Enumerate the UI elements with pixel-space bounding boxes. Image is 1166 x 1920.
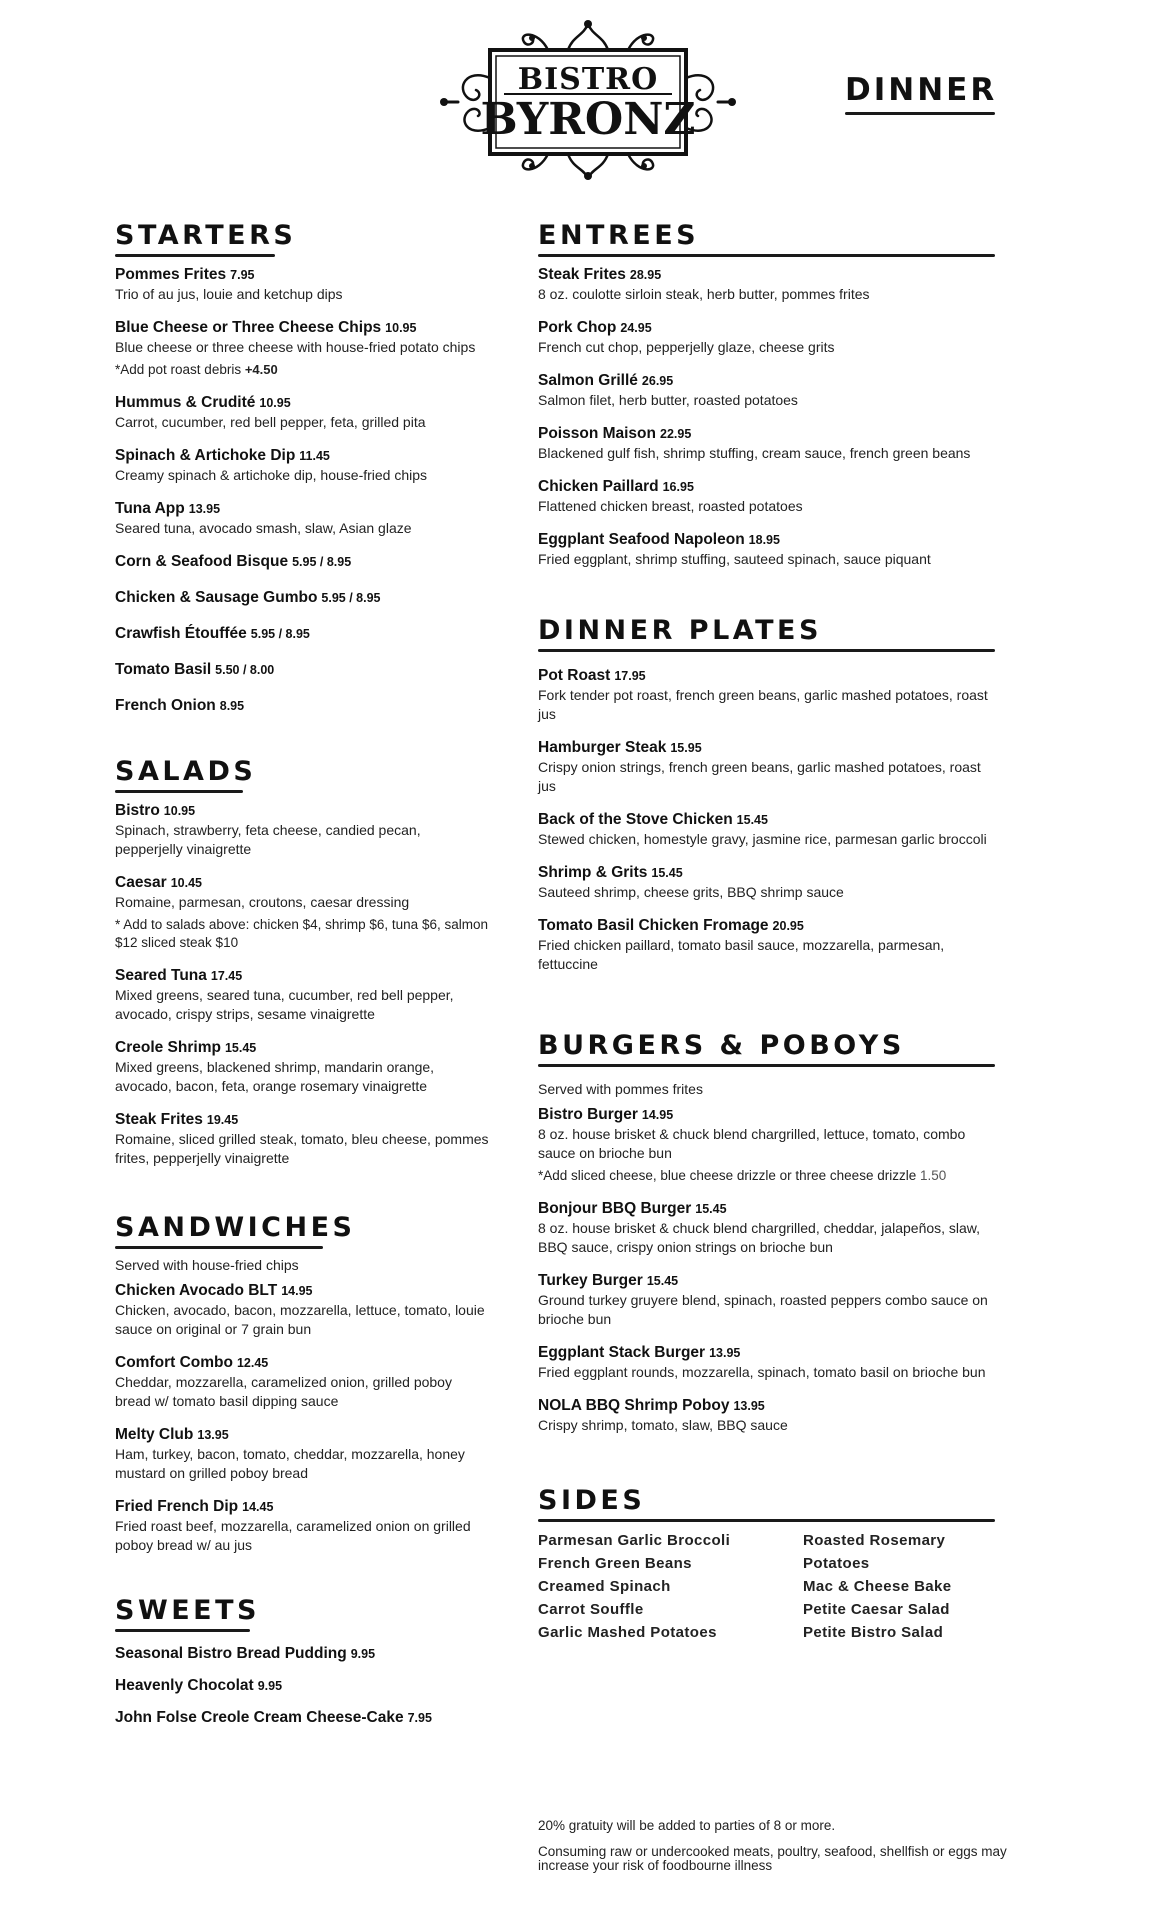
- item-description: Stewed chicken, homestyle gravy, jasmine rice, parmesan garlic broccoli: [538, 831, 987, 847]
- item-price: 13.95: [709, 1346, 741, 1360]
- menu-item: [115, 1644, 490, 1664]
- item-name: Caesar: [115, 874, 167, 891]
- menu-item: [538, 666, 998, 724]
- item-description: Crispy onion strings, french green beans, garlic mashed potatoes, roast jus: [538, 759, 981, 794]
- dinner-underline: [845, 112, 995, 115]
- side-item: Garlic Mashed Potatoes: [538, 1624, 717, 1641]
- item-name: Steak Frites: [538, 266, 626, 283]
- addon-text: *Add sliced cheese, blue cheese drizzle or three cheese drizzle: [538, 1168, 917, 1183]
- item-price: 15.45: [646, 1274, 679, 1288]
- menu-item: [115, 1281, 490, 1339]
- menu-item: [115, 1425, 490, 1483]
- item-description: Carrot, cucumber, red bell pepper, feta, grilled pita: [115, 414, 426, 430]
- sides-section: [538, 1485, 998, 1641]
- item-description: Trio of au jus, louie and ketchup dips: [115, 286, 343, 302]
- item-description: 8 oz. house brisket & chuck blend chargrilled, cheddar, jalapeños, slaw, BBQ sauce, crispy onion strings on brioche bun: [538, 1220, 981, 1255]
- food-safety-warning: Consuming raw or undercooked meats, poultry, seafood, shellfish or eggs may increase your risk of foodbourne illness: [538, 1844, 1007, 1873]
- menu-item: [115, 499, 490, 538]
- menu-item: [538, 1271, 998, 1329]
- menu-item: [115, 660, 490, 680]
- item-name: Bistro: [115, 802, 160, 819]
- addon-price: 1.50: [919, 1168, 947, 1183]
- gratuity-notice: 20% gratuity will be added to parties of 8 or more.: [538, 1818, 836, 1833]
- item-addon: [115, 361, 490, 379]
- side-item: Petite Bistro Salad: [803, 1624, 944, 1641]
- item-name: John Folse Creole Cream Cheese-Cake: [115, 1709, 404, 1726]
- item-description: Ground turkey gruyere blend, spinach, roasted peppers combo sauce on brioche bun: [538, 1292, 988, 1327]
- menu-item: [115, 393, 490, 432]
- side-item: Parmesan Garlic Broccoli: [538, 1532, 731, 1549]
- item-description: Seared tuna, avocado smash, slaw, Asian glaze: [115, 520, 412, 536]
- item-description: Spinach, strawberry, feta cheese, candied pecan, pepperjelly vinaigrette: [115, 822, 421, 857]
- menu-item: [115, 552, 490, 572]
- section-title: STARTERS: [115, 220, 297, 251]
- menu-item: [115, 1676, 490, 1696]
- item-price: 9.95: [257, 1679, 283, 1693]
- menu-item: [538, 738, 998, 796]
- item-description: Crispy shrimp, tomato, slaw, BBQ sauce: [538, 1417, 788, 1433]
- section-note: Served with pommes frites: [538, 1081, 703, 1097]
- burgers-section: [538, 1030, 998, 1435]
- item-addon: [538, 1167, 998, 1185]
- menu-item: [115, 1038, 490, 1096]
- item-price: 15.45: [695, 1202, 727, 1216]
- section-title: ENTREES: [538, 220, 700, 251]
- item-name: Melty Club: [115, 1426, 194, 1443]
- menu-item: [115, 624, 490, 644]
- menu-item: [115, 696, 490, 716]
- item-price: 14.95: [641, 1108, 674, 1122]
- item-price: 18.95: [748, 533, 780, 547]
- item-name: Tomato Basil: [115, 661, 212, 678]
- item-description: 8 oz. house brisket & chuck blend chargrilled, lettuce, tomato, combo sauce on brioche bun: [538, 1126, 966, 1161]
- item-price: 17.45: [210, 969, 243, 983]
- side-item: Creamed Spinach: [538, 1578, 671, 1595]
- item-description: Flattened chicken breast, roasted potatoes: [538, 498, 803, 514]
- item-description: Sauteed shrimp, cheese grits, BBQ shrimp sauce: [538, 884, 844, 900]
- section-title: SIDES: [538, 1485, 646, 1516]
- section-title: BURGERS & POBOYS: [538, 1030, 905, 1061]
- section-note: Served with house-fried chips: [115, 1257, 299, 1273]
- item-name: Bistro Burger: [538, 1106, 638, 1123]
- item-price: 5.95 / 8.95: [321, 591, 381, 605]
- item-price: 15.95: [670, 741, 702, 755]
- menu-item: [538, 1396, 998, 1435]
- menu-item: [115, 1497, 490, 1555]
- item-price: 13.95: [733, 1399, 765, 1413]
- section-underline: [538, 649, 995, 652]
- addon-price: +4.50: [244, 362, 278, 377]
- item-price: 26.95: [641, 374, 674, 388]
- menu-item: [115, 1708, 490, 1728]
- item-name: Eggplant Stack Burger: [538, 1344, 706, 1361]
- menu-item: [538, 916, 998, 974]
- logo-text-bistro: BISTRO: [517, 62, 659, 97]
- section-title: SALADS: [115, 756, 257, 787]
- item-price: 5.95 / 8.95: [292, 555, 352, 569]
- starters-section: [115, 220, 490, 716]
- item-name: Seasonal Bistro Bread Pudding: [115, 1645, 347, 1662]
- item-price: 20.95: [772, 919, 804, 933]
- item-name: Steak Frites: [115, 1111, 203, 1128]
- item-description: Fried eggplant, shrimp stuffing, sauteed spinach, sauce piquant: [538, 551, 931, 567]
- dinner-plates-section: [538, 615, 998, 974]
- item-description: Romaine, parmesan, croutons, caesar dressing: [115, 894, 410, 910]
- item-name: Bonjour BBQ Burger: [538, 1200, 692, 1217]
- item-name: Poisson Maison: [538, 425, 656, 442]
- item-name: Hamburger Steak: [538, 739, 667, 756]
- dinner-title: DINNER: [845, 72, 998, 108]
- item-description: Romaine, sliced grilled steak, tomato, bleu cheese, pommes frites, pepperjelly vinaigrette: [115, 1131, 489, 1166]
- item-description: Mixed greens, seared tuna, cucumber, red bell pepper, avocado, crispy strips, sesame vinaigrette: [115, 987, 454, 1022]
- item-name: Tuna App: [115, 500, 185, 517]
- sandwiches-section: [115, 1212, 490, 1555]
- item-name: Tomato Basil Chicken Fromage: [538, 917, 769, 934]
- section-underline: [115, 254, 275, 257]
- item-name: Corn & Seafood Bisque: [115, 553, 289, 570]
- menu-item: [538, 530, 998, 569]
- item-name: Chicken & Sausage Gumbo: [115, 589, 318, 606]
- item-description: Mixed greens, blackened shrimp, mandarin orange, avocado, bacon, feta, orange rosemary vinaigrette: [115, 1059, 435, 1094]
- item-name: Back of the Stove Chicken: [538, 811, 733, 828]
- item-description: Fork tender pot roast, french green beans, garlic mashed potatoes, roast jus: [538, 687, 988, 722]
- item-price: 10.95: [163, 804, 196, 818]
- menu-item: [115, 1110, 490, 1168]
- menu-item: [115, 873, 490, 952]
- item-name: Seared Tuna: [115, 967, 207, 984]
- item-price: 8.95: [219, 699, 245, 713]
- item-price: 7.95: [230, 268, 255, 282]
- item-name: Chicken Paillard: [538, 478, 659, 495]
- item-price: 9.95: [350, 1647, 376, 1661]
- salads-section: [115, 756, 490, 1168]
- item-price: 15.45: [651, 866, 683, 880]
- side-item: Petite Caesar Salad: [803, 1601, 950, 1618]
- item-name: Eggplant Seafood Napoleon: [538, 531, 745, 548]
- item-price: 7.95: [407, 1711, 432, 1725]
- item-price: 22.95: [660, 427, 692, 441]
- item-description: Cheddar, mozzarella, caramelized onion, grilled poboy bread w/ tomato basil dipping sauce: [115, 1374, 452, 1409]
- section-underline: [115, 1629, 250, 1632]
- item-description: Creamy spinach & artichoke dip, house-fried chips: [115, 467, 428, 483]
- item-name: Creole Shrimp: [115, 1039, 221, 1056]
- side-item: Mac & Cheese Bake: [803, 1578, 952, 1595]
- item-name: NOLA BBQ Shrimp Poboy: [538, 1397, 730, 1414]
- item-price: 28.95: [629, 268, 662, 282]
- menu-item: [538, 1343, 998, 1382]
- menu-item: [115, 446, 490, 485]
- item-name: Hummus & Crudité: [115, 394, 256, 411]
- item-description: Ham, turkey, bacon, tomato, cheddar, mozzarella, honey mustard on grilled poboy bread: [115, 1446, 465, 1481]
- item-price: 13.95: [188, 502, 221, 516]
- menu-item: [538, 1199, 998, 1257]
- item-price: 19.45: [206, 1113, 239, 1127]
- entrees-section: [538, 220, 998, 569]
- item-price: 10.45: [170, 876, 202, 890]
- menu-item: [115, 265, 490, 304]
- left-column: [115, 220, 490, 1748]
- side-item: Potatoes: [803, 1555, 870, 1572]
- item-price: 5.50 / 8.00: [215, 663, 275, 677]
- item-name: Pot Roast: [538, 667, 611, 684]
- item-name: Shrimp & Grits: [538, 864, 648, 881]
- item-description: Fried eggplant rounds, mozzarella, spinach, tomato basil on brioche bun: [538, 1364, 986, 1380]
- addon-text: *Add pot roast debris: [115, 362, 242, 377]
- item-description: 8 oz. coulotte sirloin steak, herb butter, pommes frites: [538, 286, 870, 302]
- item-name: Turkey Burger: [538, 1272, 643, 1289]
- item-name: Spinach & Artichoke Dip: [115, 447, 296, 464]
- item-description: Chicken, avocado, bacon, mozzarella, lettuce, tomato, louie sauce on original or 7 grain bun: [115, 1302, 485, 1337]
- item-price: 11.45: [299, 449, 330, 463]
- menu-item: [538, 265, 998, 304]
- item-name: Chicken Avocado BLT: [115, 1282, 278, 1299]
- menu-item: [115, 318, 490, 379]
- item-name: French Onion: [115, 697, 216, 714]
- side-item: French Green Beans: [538, 1555, 692, 1572]
- footer: [538, 1818, 1008, 1873]
- menu-item: [538, 318, 998, 357]
- item-name: Heavenly Chocolat: [115, 1677, 254, 1694]
- section-underline: [538, 254, 995, 257]
- sweets-section: [115, 1595, 490, 1728]
- item-price: 13.95: [197, 1428, 229, 1442]
- menu-item: [115, 966, 490, 1024]
- item-addon: * Add to salads above: chicken $4, shrimp $6, tuna $6, salmon $12 sliced steak $10: [115, 917, 488, 950]
- side-item: Carrot Souffle: [538, 1601, 644, 1618]
- section-title: SANDWICHES: [115, 1212, 356, 1243]
- item-name: Crawfish Étouffée: [115, 625, 247, 642]
- item-name: Comfort Combo: [115, 1354, 233, 1371]
- item-name: Blue Cheese or Three Cheese Chips: [115, 319, 382, 336]
- logo-text-byronz: BYRONZ: [480, 94, 696, 145]
- menu-item: [115, 801, 490, 859]
- item-description: Fried chicken paillard, tomato basil sauce, mozzarella, parmesan, fettuccine: [538, 937, 945, 972]
- item-price: 14.95: [281, 1284, 313, 1298]
- item-price: 15.45: [224, 1041, 257, 1055]
- item-price: 16.95: [662, 480, 694, 494]
- item-description: French cut chop, pepperjelly glaze, cheese grits: [538, 339, 835, 355]
- item-description: Blackened gulf fish, shrimp stuffing, cream sauce, french green beans: [538, 445, 971, 461]
- item-name: Pommes Frites: [115, 266, 227, 283]
- menu-item: [538, 810, 998, 849]
- item-price: 12.45: [236, 1356, 269, 1370]
- item-price: 10.95: [385, 321, 417, 335]
- section-title: DINNER PLATES: [538, 615, 822, 646]
- side-item: Roasted Rosemary: [803, 1532, 946, 1549]
- item-description: Salmon filet, herb butter, roasted potatoes: [538, 392, 798, 408]
- item-price: 15.45: [736, 813, 768, 827]
- menu-item: [538, 371, 998, 410]
- right-column: [538, 220, 998, 1661]
- section-underline: [115, 790, 243, 793]
- menu-item: [538, 477, 998, 516]
- bistro-byronz-logo: [438, 18, 738, 180]
- item-description: Blue cheese or three cheese with house-fried potato chips: [115, 339, 476, 355]
- section-underline: [538, 1519, 995, 1522]
- item-price: 17.95: [614, 669, 646, 683]
- menu-item: [115, 588, 490, 608]
- item-name: Fried French Dip: [115, 1498, 239, 1515]
- menu-item: [538, 424, 998, 463]
- item-name: Pork Chop: [538, 319, 617, 336]
- item-name: Salmon Grillé: [538, 372, 638, 389]
- item-price: 5.95 / 8.95: [250, 627, 310, 641]
- menu-item: [115, 1353, 490, 1411]
- section-underline: [115, 1246, 323, 1249]
- item-price: 24.95: [620, 321, 652, 335]
- sides-list: [538, 1532, 998, 1641]
- menu-label: [845, 72, 998, 115]
- item-price: 14.45: [242, 1500, 274, 1514]
- section-underline: [538, 1064, 995, 1067]
- section-title: SWEETS: [115, 1595, 260, 1626]
- item-description: Fried roast beef, mozzarella, caramelized onion on grilled poboy bread w/ au jus: [115, 1518, 471, 1553]
- item-price: 10.95: [259, 396, 291, 410]
- menu-item: [538, 863, 998, 902]
- menu-item: [538, 1105, 998, 1185]
